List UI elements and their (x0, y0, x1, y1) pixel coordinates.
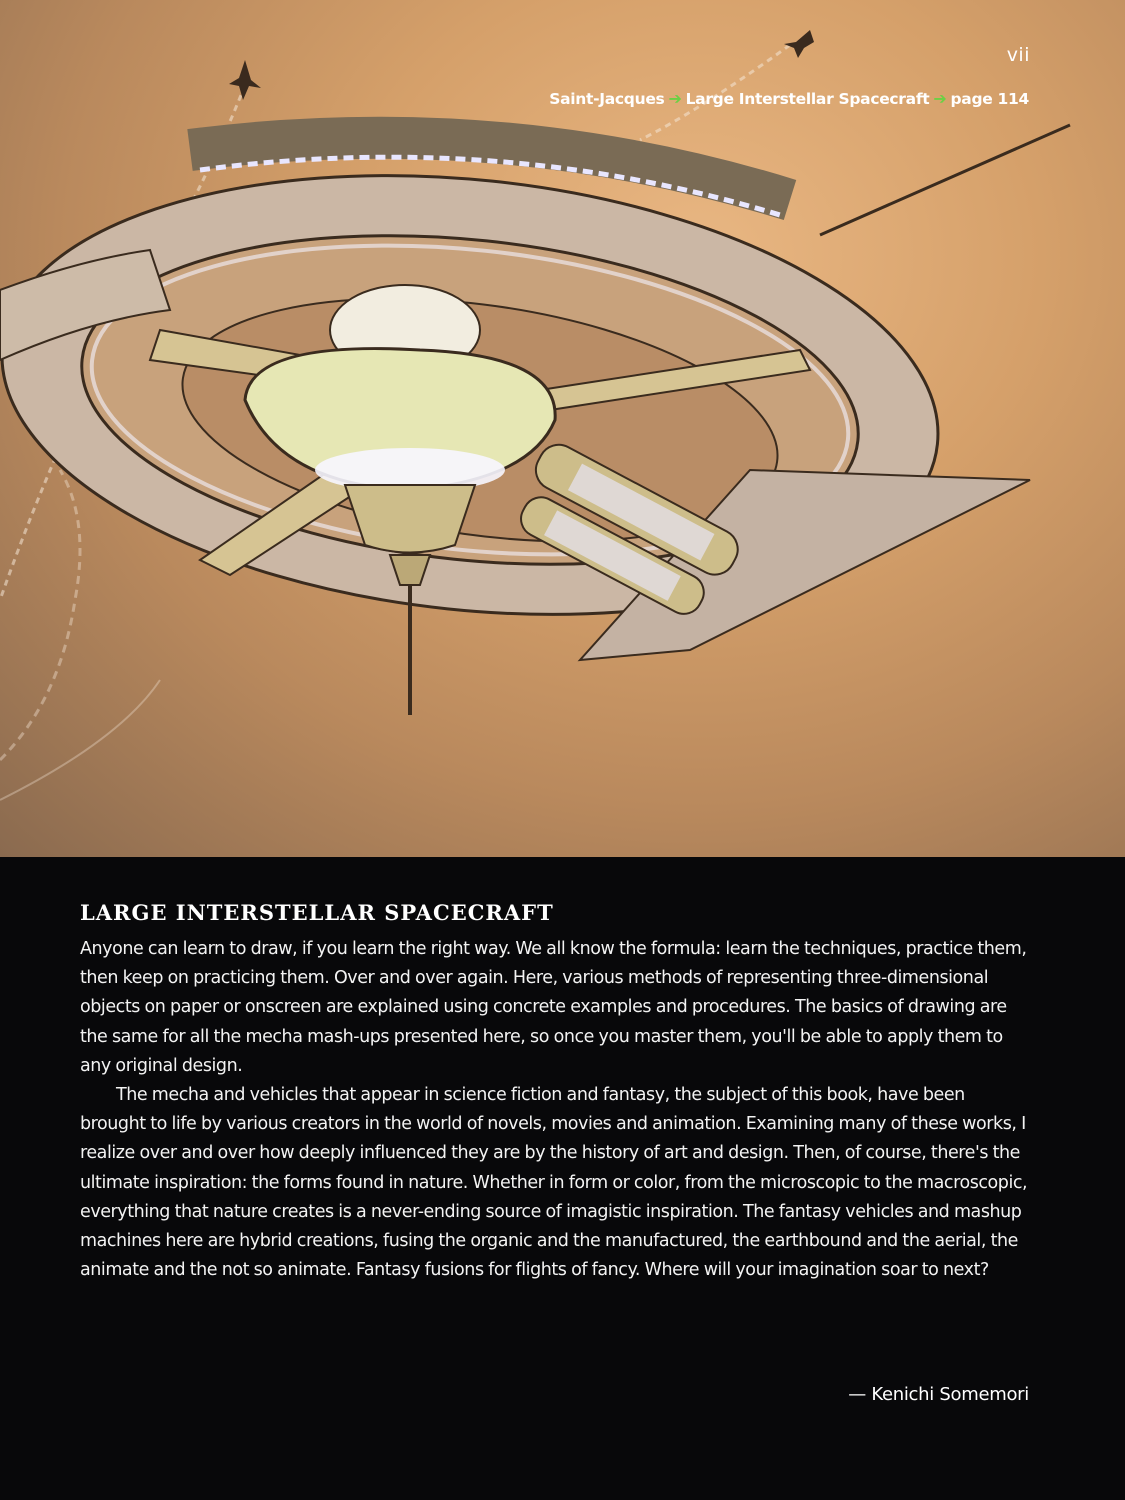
article (80, 900, 1035, 1285)
author-signature: — Kenichi Somemori (848, 1384, 1029, 1405)
article-paragraph: Anyone can learn to draw, if you learn the right way. We all know the formula: learn the techniques, practice them, then keep on practicing them. Over and over again. Here, various methods of representing three-dimensional objects on paper or onscreen are explained using concrete examples and procedures. The basics of drawing are the same for all the mecha mash-ups presented here, so once you master them, you'll be able to apply them to any original design. (80, 939, 1027, 1076)
page-number: vii (1006, 44, 1030, 66)
article-paragraph: The mecha and vehicles that appear in science fiction and fantasy, the subject of this book, have been brought to life by various creators in the world of novels, movies and animation. Examining many of these works, I realize over and over how deeply influenced they are by the history of art and design. Then, of course, there's the ultimate inspiration: the forms found in nature. Whether in form or color, from the microscopic to the macroscopic, everything that nature creates is a never-ending source of imagistic inspiration. The fantasy vehicles and mashup machines here are hybrid creations, fusing the organic and the manufactured, the earthbound and the aerial, the animate and the not so animate. Fantasy fusions for flights of fancy. Where will your imagination soar to next? (80, 1085, 1028, 1281)
breadcrumb (549, 89, 1029, 108)
arrow-right-icon: ➔ (668, 89, 682, 108)
jet-icon (784, 30, 814, 58)
jet-icon (229, 60, 261, 100)
arrow-right-icon: ➔ (933, 89, 947, 108)
breadcrumb-item[interactable]: Saint-Jacques (549, 89, 665, 108)
article-title: LARGE INTERSTELLAR SPACECRAFT (80, 900, 554, 925)
breadcrumb-item[interactable]: page 114 (950, 89, 1029, 108)
breadcrumb-item[interactable]: Large Interstellar Spacecraft (685, 89, 930, 108)
